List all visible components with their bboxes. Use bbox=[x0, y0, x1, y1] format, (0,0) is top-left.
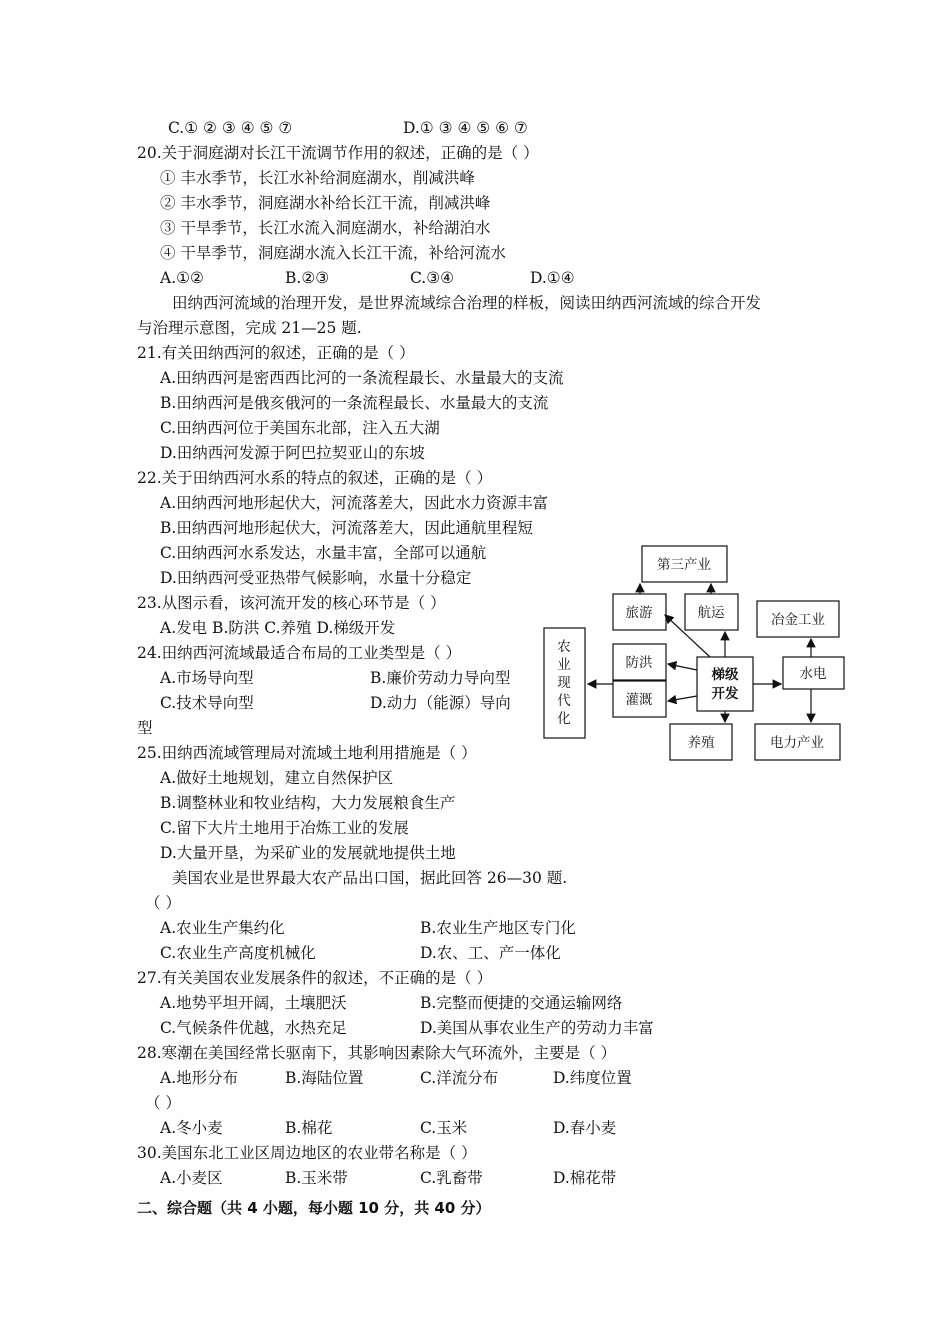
text-line: 20.关于洞庭湖对长江干流调节作用的叙述，正确的是（ ） bbox=[137, 144, 539, 162]
text-line: C.气候条件优越，水热充足 bbox=[160, 1019, 347, 1037]
text-line: 美国农业是世界最大农产品出口国，据此回答 26—30 题. bbox=[172, 869, 568, 887]
text-line: A.做好土地规划，建立自然保护区 bbox=[160, 769, 394, 787]
text-line: B.完整而便捷的交通运输网络 bbox=[420, 994, 623, 1012]
text-line: A.田纳西河地形起伏大，河流落差大，因此水力资源丰富 bbox=[160, 494, 549, 512]
section-heading: 二、综合题（共 4 小题，每小题 10 分，共 40 分） bbox=[137, 1199, 491, 1217]
text-line: C.农业生产高度机械化 bbox=[160, 944, 316, 962]
text-line: C.乳畜带 bbox=[420, 1169, 483, 1187]
text-line: B.调整林业和牧业结构，大力发展粮食生产 bbox=[160, 794, 456, 812]
text-line: D.纬度位置 bbox=[553, 1069, 632, 1087]
text-line: C.① ② ③ ④ ⑤ ⑦ bbox=[168, 119, 293, 137]
text-line: D.动力（能源）导向 bbox=[370, 694, 511, 712]
text-line: 22.关于田纳西河水系的特点的叙述，正确的是（ ） bbox=[137, 469, 493, 487]
text-line: 与治理示意图，完成 21—25 题. bbox=[137, 319, 362, 337]
label-flood: 防洪 bbox=[625, 655, 653, 671]
text-line: A.地形分布 bbox=[160, 1069, 239, 1087]
label-power: 电力产业 bbox=[770, 735, 824, 751]
text-line: A.冬小麦 bbox=[160, 1119, 223, 1137]
text-line: （ ） bbox=[145, 894, 181, 912]
text-line: ④ 干旱季节，洞庭湖水流入长江干流，补给河流水 bbox=[160, 244, 506, 262]
text-line: A.田纳西河是密西西比河的一条流程最长、水量最大的支流 bbox=[160, 369, 564, 387]
text-line: D.春小麦 bbox=[553, 1119, 617, 1137]
text-line: B.棉花 bbox=[285, 1119, 333, 1137]
text-line: ② 丰水季节，洞庭湖水补给长江干流，削减洪峰 bbox=[160, 194, 491, 212]
text-line: 30.美国东北工业区周边地区的农业带名称是（ ） bbox=[137, 1144, 477, 1162]
text-line: B.田纳西河是俄亥俄河的一条流程最长、水量最大的支流 bbox=[160, 394, 549, 412]
text-line: 23.从图示看，该河流开发的核心环节是（ ） bbox=[137, 594, 446, 612]
text-line: 28.寒潮在美国经常长驱南下，其影响因素除大气环流外，主要是（ ） bbox=[137, 1044, 617, 1062]
box-cascade bbox=[697, 657, 753, 711]
text-line: B.②③ bbox=[285, 269, 330, 287]
text-line: D.① ③ ④ ⑤ ⑥ ⑦ bbox=[403, 119, 528, 137]
text-line: B.廉价劳动力导向型 bbox=[370, 669, 511, 687]
text-line: B.田纳西河地形起伏大，河流落差大，因此通航里程短 bbox=[160, 519, 533, 537]
text-line: D.①④ bbox=[530, 269, 575, 287]
text-line: D.美国从事农业生产的劳动力丰富 bbox=[420, 1019, 654, 1037]
label-agri-modern: 农业现代化 bbox=[557, 639, 571, 727]
text-line: 田纳西河流域的治理开发，是世界流域综合治理的样板，阅读田纳西河流域的综合开发 bbox=[172, 294, 762, 312]
label-hydro: 水电 bbox=[799, 666, 827, 682]
text-line: 24.田纳西河流域最适合布局的工业类型是（ ） bbox=[137, 644, 462, 662]
label-metallurgy: 冶金工业 bbox=[771, 612, 825, 628]
text-line: 型 bbox=[137, 719, 153, 737]
label-irrigation: 灌溉 bbox=[625, 692, 653, 708]
text-line: B.海陆位置 bbox=[285, 1069, 364, 1087]
text-line: A.发电 B.防洪 C.养殖 D.梯级开发 bbox=[160, 619, 396, 637]
text-line: D.田纳西河受亚热带气候影响，水量十分稳定 bbox=[160, 569, 472, 587]
text-line: B.农业生产地区专门化 bbox=[420, 919, 576, 937]
text-line: D.棉花带 bbox=[553, 1169, 617, 1187]
text-line: 25.田纳西流域管理局对流域土地利用措施是（ ） bbox=[137, 744, 477, 762]
label-shipping: 航运 bbox=[697, 605, 725, 621]
text-line: C.③④ bbox=[410, 269, 455, 287]
text-line: A.市场导向型 bbox=[160, 669, 254, 687]
text-line: A.①② bbox=[160, 269, 204, 287]
text-line: D.大量开垦，为采矿业的发展就地提供土地 bbox=[160, 844, 456, 862]
label-cascade: 梯级开发 bbox=[711, 667, 739, 702]
label-tertiary: 第三产业 bbox=[657, 557, 711, 573]
text-line: A.农业生产集约化 bbox=[160, 919, 285, 937]
label-tourism: 旅游 bbox=[625, 605, 653, 621]
text-line: ③ 干旱季节，长江水流入洞庭湖水，补给湖泊水 bbox=[160, 219, 491, 237]
text-line: ① 丰水季节，长江水补给洞庭湖水，削减洪峰 bbox=[160, 169, 475, 187]
text-line: C.技术导向型 bbox=[160, 694, 254, 712]
text-line: C.田纳西河位于美国东北部，注入五大湖 bbox=[160, 419, 440, 437]
text-line: 21.有关田纳西河的叙述，正确的是（ ） bbox=[137, 344, 415, 362]
label-aquaculture: 养殖 bbox=[687, 735, 715, 751]
text-line: C.玉米 bbox=[420, 1119, 468, 1137]
text-line: C.留下大片土地用于冶炼工业的发展 bbox=[160, 819, 409, 837]
text-line: （ ） bbox=[145, 1094, 181, 1112]
text-line: A.小麦区 bbox=[160, 1169, 223, 1187]
text-line: C.洋流分布 bbox=[420, 1069, 499, 1087]
text-line: 27.有关美国农业发展条件的叙述，不正确的是（ ） bbox=[137, 969, 493, 987]
text-line: B.玉米带 bbox=[285, 1169, 348, 1187]
text-line: D.田纳西河发源于阿巴拉契亚山的东坡 bbox=[160, 444, 425, 462]
text-line: A.地势平坦开阔，土壤肥沃 bbox=[160, 994, 347, 1012]
text-line: C.田纳西河水系发达，水量丰富，全部可以通航 bbox=[160, 544, 487, 562]
text-line: D.农、工、产一体化 bbox=[420, 944, 561, 962]
